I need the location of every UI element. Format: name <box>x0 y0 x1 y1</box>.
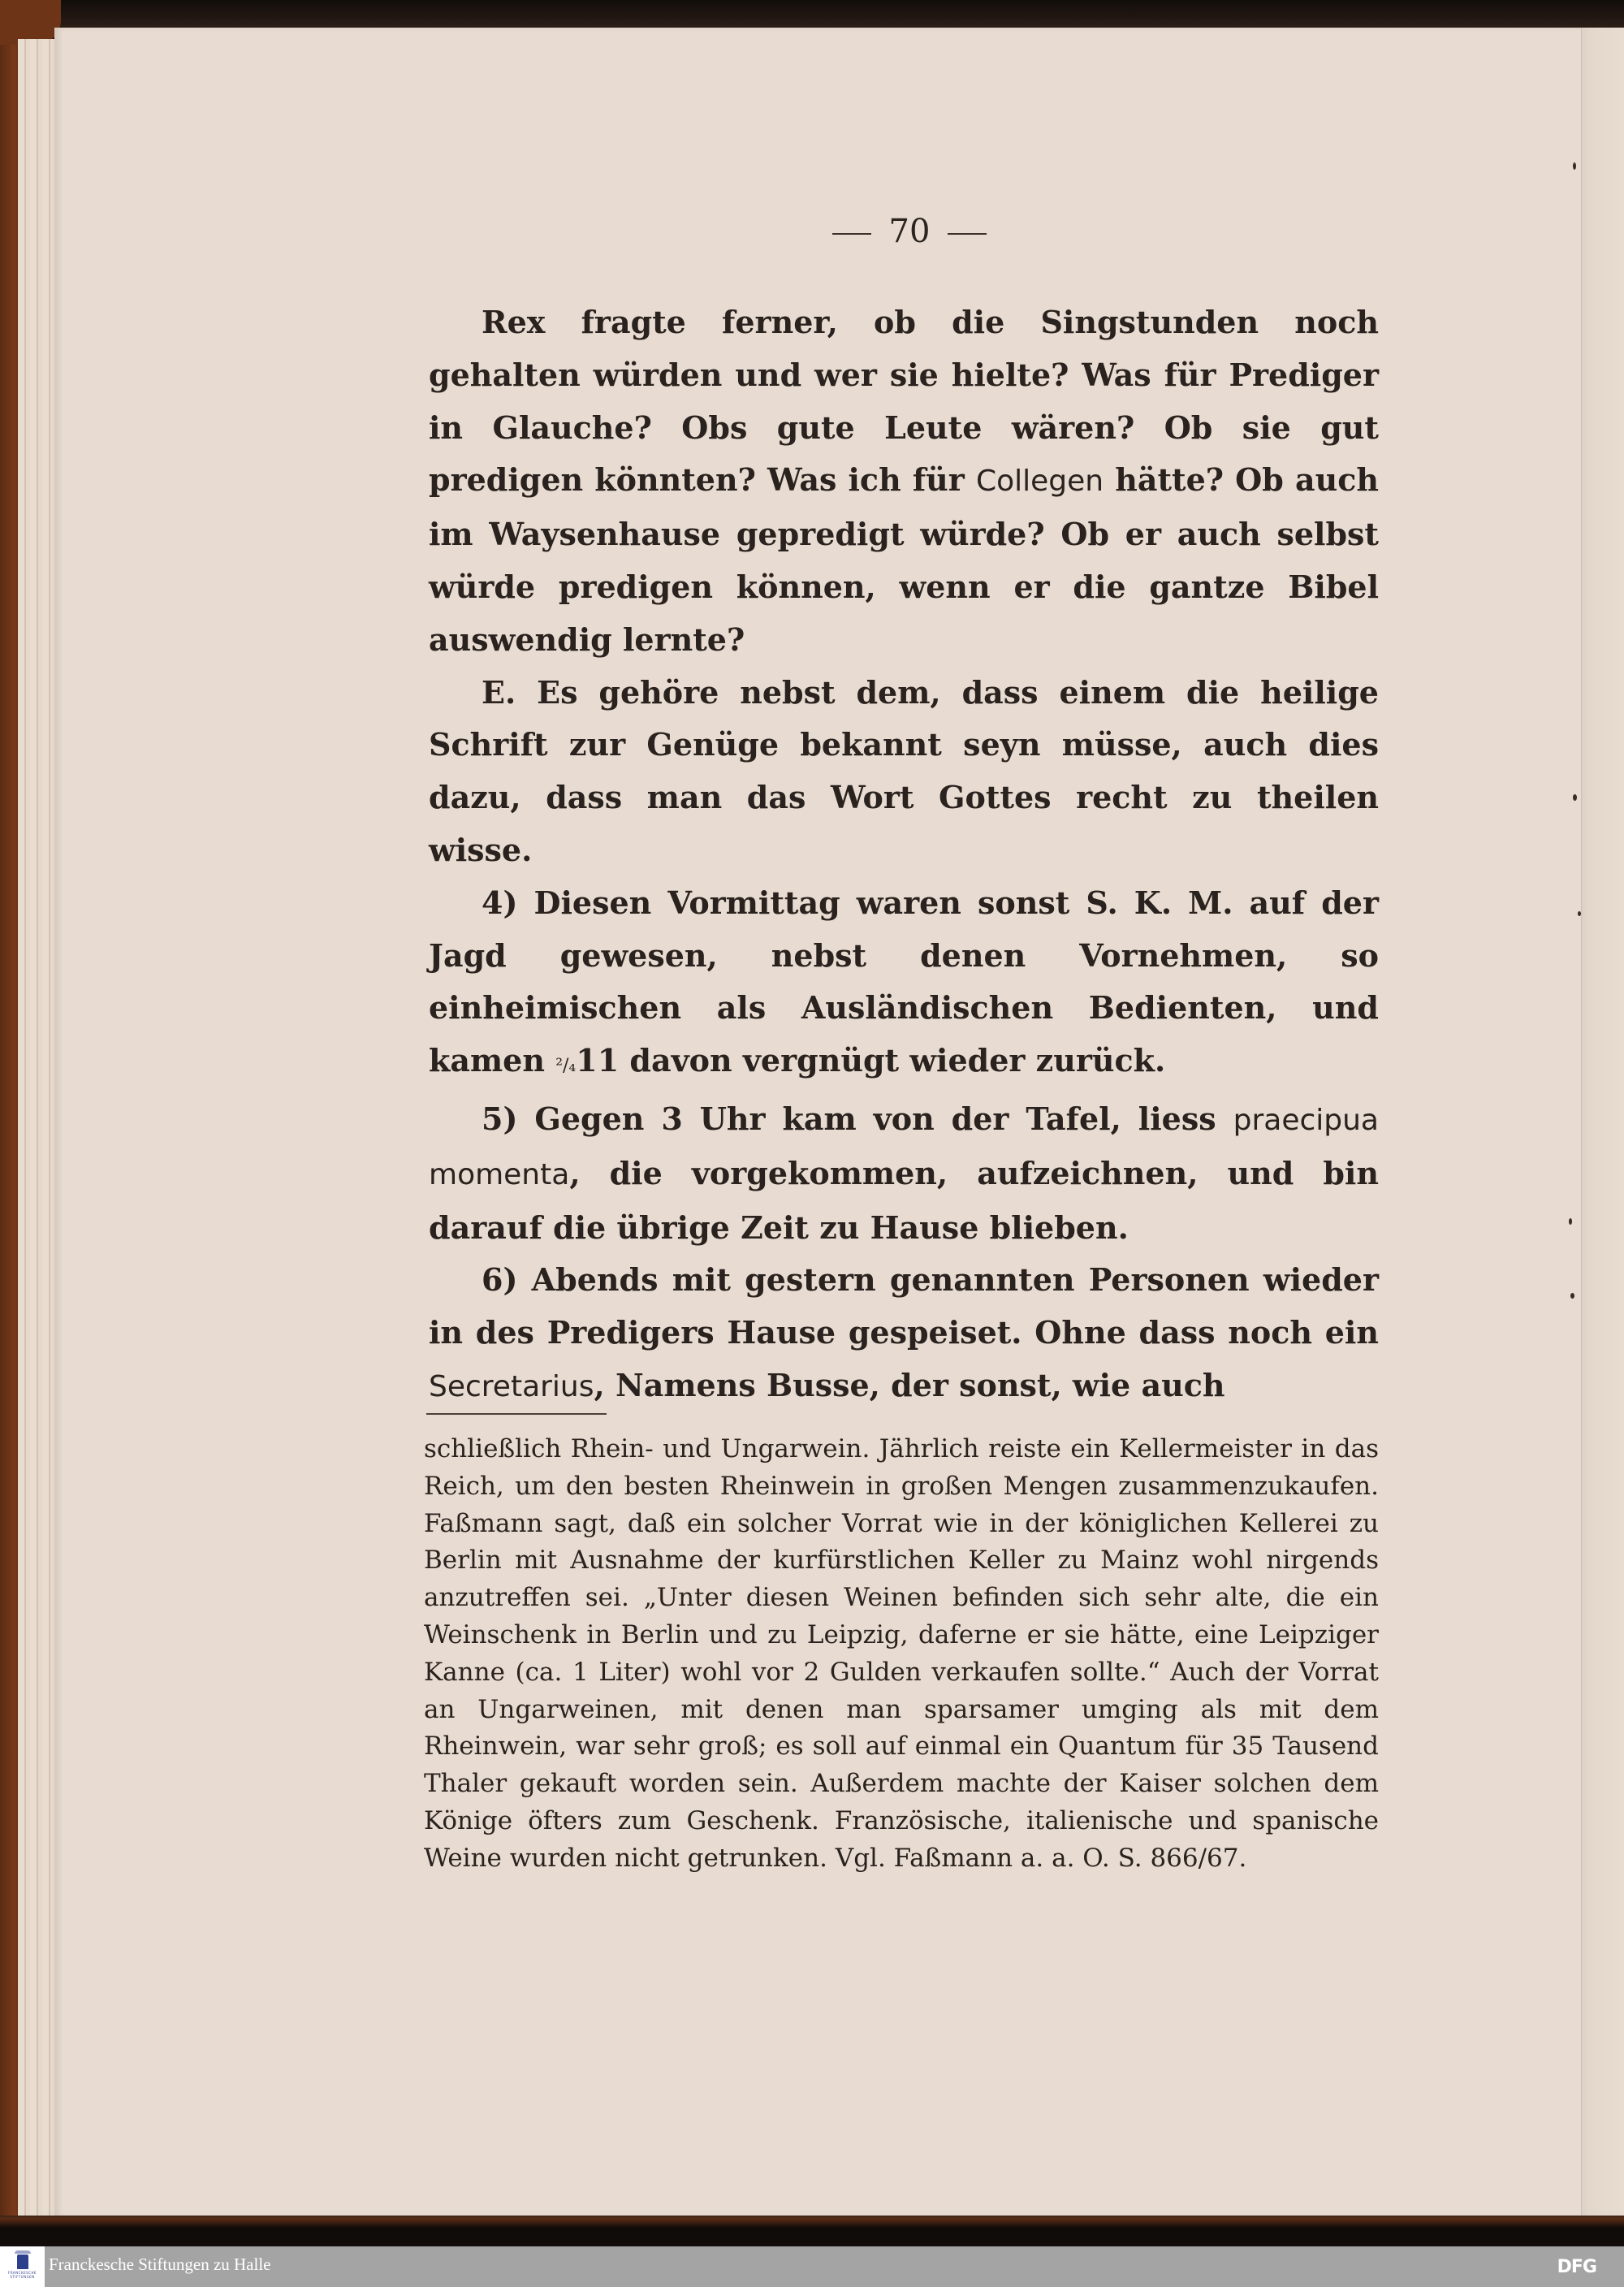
paper-speck <box>1578 911 1581 916</box>
institution-name[interactable]: Franckesche Stiftungen zu Halle <box>49 2255 271 2274</box>
paragraph <box>429 1093 1379 1254</box>
footnote <box>424 1431 1379 1878</box>
paragraph <box>429 667 1379 877</box>
paragraph <box>429 296 1379 667</box>
book-cover-corner <box>0 0 61 45</box>
paragraph-text: Rex fragte ferner, ob die Singstunden noch gehalten würden und wer sie hielte? Was für Prediger in Glauche? Obs gute Leute wären? Ob sie gut predigen könnten? Was ich für <box>429 304 1379 499</box>
institution-logo[interactable] <box>0 2246 45 2287</box>
page-number-dash-left <box>832 233 871 235</box>
time-fraction: ²/₄ <box>555 1056 577 1077</box>
dfg-logo[interactable]: DFG <box>1557 2257 1596 2277</box>
paragraph-text: , Namens Busse, der sonst, wie auch <box>594 1366 1225 1403</box>
paragraph-text: 11 davon vergnügt wieder zurück. <box>576 1042 1166 1079</box>
book-binding-top <box>0 0 1624 28</box>
paper-speck <box>1570 1293 1574 1299</box>
paragraph-text: 5) Gegen 3 Uhr kam von der Tafel, liess <box>482 1100 1233 1137</box>
latin-term: Collegen <box>975 465 1104 499</box>
paragraph <box>429 1254 1379 1413</box>
paragraph-text: 6) Abends mit gestern genannten Personen wieder in des Predigers Hause gespeiset. Ohne dass noch ein <box>429 1261 1379 1351</box>
page-number-value: 70 <box>888 213 931 250</box>
logo-text <box>8 2271 37 2279</box>
book-binding-bottom <box>0 2216 1624 2246</box>
paragraph-text: E. Es gehöre nebst dem, dass einem die heilige Schrift zur Genüge bekannt seyn müsse, auch dies dazu, dass man das Wort Gottes recht zu theilen wisse. <box>429 673 1379 868</box>
footnote-separator <box>426 1413 607 1415</box>
paragraph-text: hätte? Ob auch im Waysenhause gepredigt würde? Ob er auch selbst würde predigen können, wenn er die gantze Bibel auswendig lernte? <box>429 461 1379 658</box>
paragraph <box>429 877 1379 1093</box>
logo-text-line: FRANCKESCHE <box>8 2271 37 2275</box>
logo-text-line: STIFTUNGEN <box>10 2275 35 2279</box>
paragraph-text: 4) Diesen Vormittag waren sonst S. K. M. auf der Jagd gewesen, nebst denen Vornehmen, so einheimischen als Ausländischen Bedienten, und kamen <box>429 884 1379 1079</box>
footnote-text: schließlich Rhein- und Ungarwein. Jährlich reiste ein Kellermeister in das Reich, um den besten Rheinwein in großen Mengen zusammenzukaufen. Faßmann sagt, daß ein solcher Vorrat wie in der königlichen Kellerei zu Berlin mit Ausnahme der kurfürstlichen Keller zu Mainz wohl nirgends anzutreffen sei. „Unter diesen Weinen befinden sich sehr alte, die ein Weinschenk in Berlin und zu Leipzig, daferne er sie hätte, eine Leipziger Kanne (ca. 1 Liter) wohl vor 2 Gulden verkaufen sollte.“ Auch der Vorrat an Ungarweinen, mit denen man sparsamer umging als mit dem Rheinwein, war sehr groß; es soll auf einmal ein Quantum für 35 Tausend Thaler gekauft worden sein. Außerdem machte der Kaiser solchen dem Könige öfters zum Geschenk. Französische, italienische und spanische Weine wurden nicht getrunken. Vgl. Faßmann a. a. O. S. 866/67. <box>424 1434 1379 1873</box>
page-number <box>812 213 1007 250</box>
page-gutter-edge <box>1581 28 1624 2217</box>
paper-speck <box>1569 1218 1572 1225</box>
latin-term: Secretarius <box>429 1369 594 1403</box>
paragraph-text: , die vorgekommen, aufzeichnen, und bin darauf die übrige Zeit zu Hause blieben. <box>429 1154 1379 1246</box>
page-stack-edges <box>18 39 59 2216</box>
page-number-dash-right <box>948 233 987 235</box>
main-body-text <box>429 296 1379 1414</box>
francke-statue-icon <box>17 2255 28 2269</box>
latin-term: praecipua momenta <box>429 1103 1379 1191</box>
paper-speck <box>1573 162 1576 170</box>
paper-speck <box>1573 794 1577 801</box>
viewer-footer-bar <box>0 2246 1624 2287</box>
